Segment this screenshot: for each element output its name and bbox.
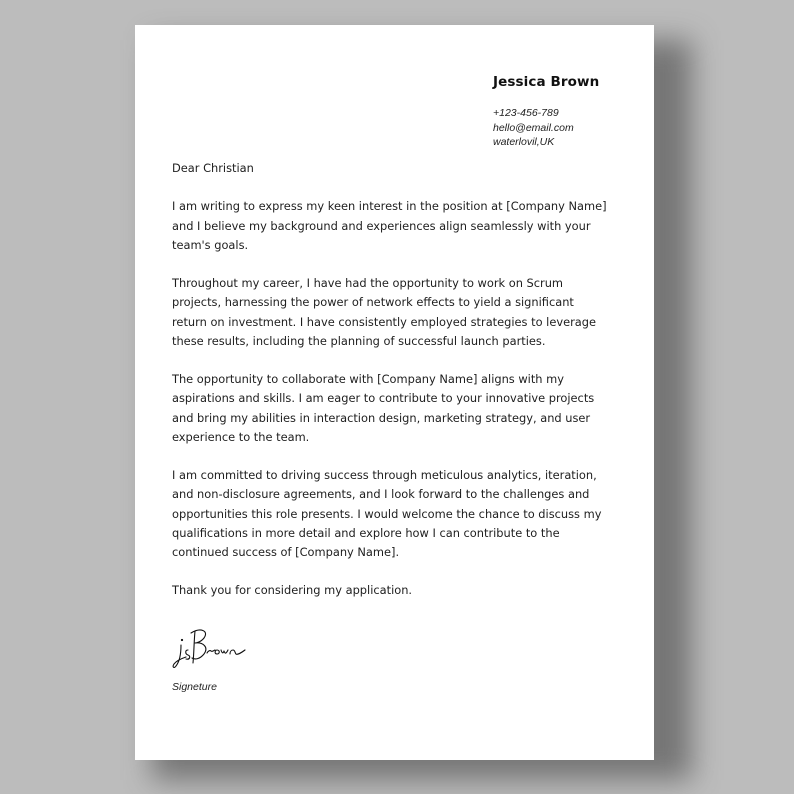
letter-page <box>135 25 654 760</box>
letter-paragraph-2: Throughout my career, I have had the opportunity to work on Scrum projects, harnessing the power of network effects to yield a significant return on investment. I have consistently employed strategies to leverage these results, including the planning of successful launch parties. <box>172 276 596 348</box>
sender-name: Jessica Brown <box>493 74 600 90</box>
letter-greeting: Dear Christian <box>172 161 254 175</box>
sender-phone: +123-456-789 <box>493 107 559 119</box>
letter-closing: Thank you for considering my application. <box>172 583 413 598</box>
letter-paragraph-3: The opportunity to collaborate with [Company Name] aligns with my aspirations and skills. I am eager to contribute to your innovative projects and bring my abilities in interaction design, marketing strategy, and user experience to the team. <box>172 372 595 444</box>
letter-paragraph-1: I am writing to express my keen interest in the position at [Company Name] and I believe my background and experiences align seamlessly with your team's goals. <box>172 199 607 252</box>
sender-contact <box>493 106 643 150</box>
sender-header <box>493 74 643 150</box>
sender-location: waterlovil,UK <box>493 136 555 148</box>
letter-paragraph-4: I am committed to driving success through meticulous analytics, iteration, and non-disclosure agreements, and I look forward to the challenges and opportunities this role presents. I would welcome the chance to discuss my qualifications in more detail and explore how I can contribute to the continued success of [Company Name]. <box>172 468 602 559</box>
signature-caption: Signeture <box>172 681 217 693</box>
letter-body <box>172 159 612 620</box>
handwritten-signature <box>171 623 257 673</box>
sender-email: hello@email.com <box>493 121 574 134</box>
